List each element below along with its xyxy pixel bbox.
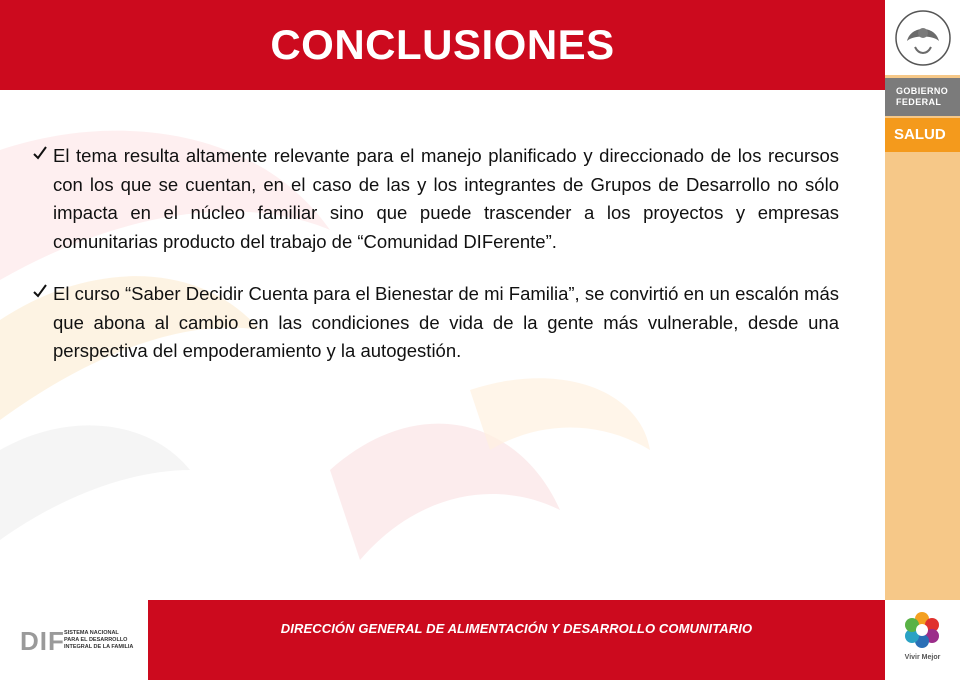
bullet-text: El curso “Saber Decidir Cuenta para el Bienestar de mi Familia”, se convirtió en un escalón más que abona al cambio en las condiciones de vida de la gente más vulnerable, desde una perspectiva del empoderamiento y la autogestión. — [53, 283, 839, 361]
bullet-text: El tema resulta altamente relevante para el manejo planificado y direccionado de los recursos con los que se cuentan, en el caso de las y los integrantes de Grupos de Desarrollo no sólo impacta en el núcleo familiar sino que puede trascender a los proyectos y empresas comunitarias producto del trabajo de “Comunidad DIFerente”. — [53, 145, 839, 252]
gobierno-federal-label — [885, 78, 960, 116]
salud-label: SALUD — [885, 118, 960, 152]
federal-line2: FEDERAL — [896, 97, 942, 107]
footer-banner-text: DIRECCIÓN GENERAL DE ALIMENTACIÓN Y DESARROLLO COMUNITARIO — [280, 620, 753, 636]
vivir-mejor-flower-icon — [885, 600, 960, 656]
check-icon — [33, 145, 47, 161]
page-title: CONCLUSIONES — [270, 21, 615, 68]
vivir-mejor-label: Vivir Mejor — [904, 654, 941, 661]
dif-subtitle — [64, 630, 133, 651]
dif-sub-line: PARA EL DESARROLLO — [64, 637, 128, 643]
government-sidebar — [885, 0, 960, 680]
vivir-mejor-logo — [885, 600, 960, 680]
mexico-seal-icon — [885, 0, 960, 75]
check-icon — [33, 283, 47, 299]
dif-sub-line: SISTEMA NACIONAL — [64, 630, 119, 636]
dif-sub-line: INTEGRAL DE LA FAMILIA — [64, 644, 134, 650]
list-item — [33, 142, 839, 256]
dif-logo-icon: DIF — [20, 626, 65, 656]
list-item — [33, 280, 839, 366]
federal-line1: GOBIERNO — [896, 86, 949, 96]
conclusions-list — [33, 142, 839, 390]
